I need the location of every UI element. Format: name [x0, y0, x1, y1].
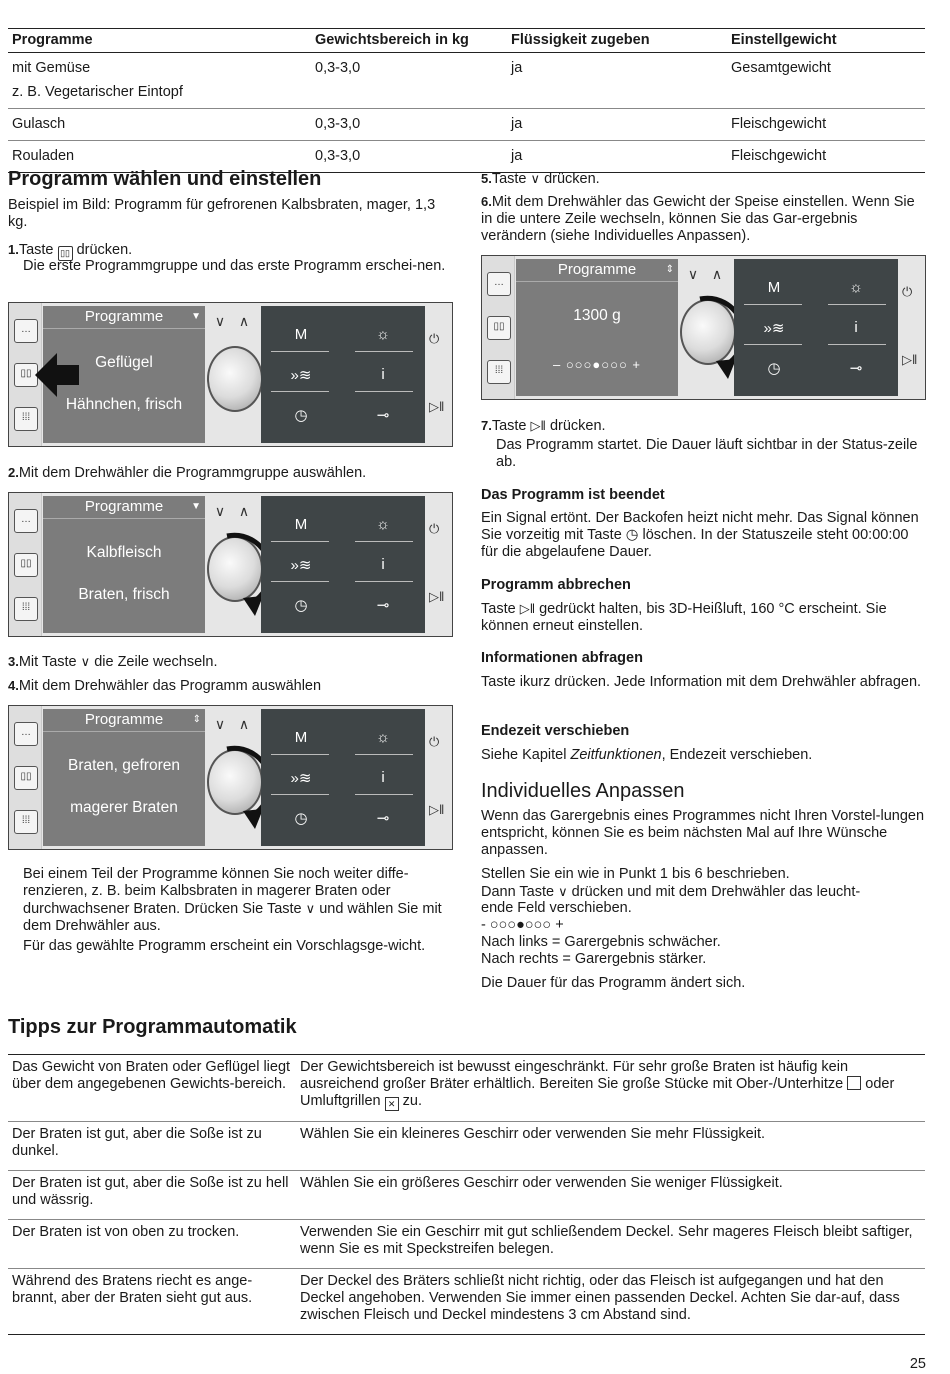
para-text: Dann Taste	[481, 884, 555, 900]
problem-cell: Das Gewicht von Braten oder Geflügel liegt über dem angegebenen Gewichts-bereich.	[8, 1055, 296, 1122]
individual-line: Stellen Sie ein wie in Punkt 1 bis 6 beschrieben.	[481, 866, 790, 882]
light-icon: ☼	[849, 279, 863, 296]
para-text: gedrückt halten, bis 3D-Heißluft, 160 °C erscheint. Sie können erneut einstellen.	[481, 601, 887, 634]
right-button-strip	[425, 303, 452, 446]
table-row	[8, 1171, 925, 1220]
pointer-arrow-icon	[33, 351, 81, 399]
step-number: 2.	[8, 465, 19, 480]
knob-area	[207, 709, 259, 846]
step-text: Mit dem Drehwähler das Gewicht der Speise einstellen. Wenn Sie in die untere Zeile wechseln, können Sie das Gar-ergebnis verändern (siehe Individuelles Anpassen).	[481, 194, 915, 244]
knob-area	[207, 496, 259, 633]
left-button-strip	[9, 493, 42, 636]
screen-line-1: Braten, gefroren	[67, 757, 180, 774]
grid-button-icon: ⁞⁞⁞	[14, 810, 38, 834]
clock-icon: ◷	[767, 360, 781, 377]
ellipsis-button-icon: …	[14, 509, 38, 533]
key-lock-icon: ⊸	[849, 360, 863, 377]
screen-line-1: Geflügel	[95, 354, 153, 371]
problem-cell: Der Braten ist gut, aber die Soße ist zu dunkel.	[8, 1122, 296, 1171]
tips-heading: Tipps zur Programmautomatik	[8, 1016, 297, 1038]
cell: Fleischgewicht	[727, 141, 925, 173]
clock-icon: ◷	[625, 527, 639, 543]
cell: Gesamtgewicht	[731, 60, 831, 76]
table-row	[8, 1055, 925, 1122]
screen-line-2: Braten, frisch	[78, 586, 170, 603]
function-panel	[261, 496, 425, 633]
section-heading: Programm wählen und einstellen	[8, 168, 322, 190]
rotary-knob-icon	[207, 346, 263, 412]
key-lock-icon: ⊸	[376, 407, 390, 424]
para-text: Taste	[481, 674, 516, 690]
step-text: Taste	[491, 171, 527, 187]
para-text: drücken und mit dem Drehwähler das leucht-	[571, 884, 861, 900]
result-scale: – ○○○●○○○ +	[552, 357, 641, 372]
knob-area	[207, 306, 259, 443]
start-stop-icon: ▷‖	[429, 399, 445, 414]
problem-cell: Der Braten ist gut, aber die Soße ist zu hell und wässrig.	[8, 1171, 296, 1220]
para-text: , Endezeit verschieben.	[661, 747, 813, 763]
individual-line: Nach links = Garergebnis schwächer.	[481, 934, 721, 950]
cell: mit Gemüse	[12, 60, 91, 76]
solution-text: oder Umluftgrillen	[300, 1076, 895, 1109]
menu-key-icon: ▯▯	[487, 316, 511, 340]
info-icon: i	[381, 556, 385, 573]
table-row	[8, 53, 925, 109]
function-panel	[261, 306, 425, 443]
screen-title: Programme	[84, 498, 164, 515]
power-icon: ⏻	[429, 521, 440, 536]
program-table	[8, 28, 925, 173]
individual-line	[481, 883, 926, 901]
rapid-heat-icon: »≋	[763, 320, 785, 337]
individual-intro: Wenn das Garergebnis eines Programmes nicht Ihren Vorstel-lungen entspricht, können Sie es beim nächsten Mal auf Ihre Wünsche anpassen.	[481, 808, 925, 858]
para-text: Ein Signal ertönt. Der Backofen heizt nicht mehr. Das Signal können Sie vorzeitig mit Taste	[481, 510, 919, 543]
table-row	[8, 1122, 925, 1171]
step-number: 5.	[481, 171, 492, 186]
step-7-detail: Das Programm startet. Die Dauer läuft sichtbar in der Status-zeile ab.	[496, 437, 918, 470]
menu-key-icon: ▯▯	[14, 363, 38, 387]
cell: 0,3-3,0	[311, 141, 507, 173]
step-text: Taste	[18, 242, 54, 258]
step-text: die Zeile wechseln.	[94, 654, 218, 670]
ellipsis-button-icon: …	[14, 722, 38, 746]
chevron-down-icon: ∨	[687, 266, 699, 282]
light-icon: ☼	[376, 326, 390, 343]
ellipsis-button-icon: …	[14, 319, 38, 343]
tips-table	[8, 1054, 925, 1335]
clock-icon: ◷	[294, 407, 308, 424]
menu-key-icon: ▯▯	[58, 246, 73, 261]
cancel-text	[481, 600, 926, 635]
m-button-icon: M	[294, 516, 308, 533]
cell: 0,3-3,0	[311, 109, 507, 141]
cell: Rouladen	[8, 141, 311, 173]
section-heading-individual: Individuelles Anpassen	[481, 780, 685, 802]
oven-display-panel-1	[8, 302, 453, 447]
individual-scale: - ○○○●○○○ +	[481, 917, 564, 933]
solution-cell: Wählen Sie ein kleineres Geschirr oder verwenden Sie mehr Flüssigkeit.	[296, 1122, 925, 1171]
subheading-cancel: Programm abbrechen	[481, 577, 631, 593]
start-stop-icon: ▷‖	[902, 352, 918, 367]
note-text: Bei einem Teil der Programme können Sie noch weiter diffe-renzieren, z. B. beim Kalbsbraten in magerer Braten oder durchwachsener Braten. Drücken Sie Taste	[23, 866, 409, 917]
left-button-strip	[9, 706, 42, 849]
table-row	[8, 109, 925, 141]
para-text: Siehe Kapitel	[481, 747, 567, 763]
col-header-setting-weight: Einstellgewicht	[727, 29, 925, 53]
display-screen	[516, 259, 678, 396]
top-bottom-heat-icon	[847, 1076, 861, 1090]
display-screen	[43, 709, 205, 846]
solution-cell: Verwenden Sie ein Geschirr mit gut schließendem Deckel. Sehr mageres Fleisch bleibt saftiger, wenn Sie es mit Speckstreifen belegen.	[296, 1220, 925, 1269]
light-icon: ☼	[376, 729, 390, 746]
finished-text	[481, 510, 926, 561]
screen-line-2: Hähnchen, frisch	[65, 396, 183, 413]
m-button-icon: M	[294, 326, 308, 343]
rapid-heat-icon: »≋	[290, 367, 312, 384]
grid-button-icon: ⁞⁞⁞	[14, 407, 38, 431]
individual-line: Nach rechts = Garergebnis stärker.	[481, 951, 707, 967]
subheading-end-time: Endezeit verschieben	[481, 723, 630, 739]
chevron-down-icon: ∨	[530, 171, 541, 186]
start-stop-icon: ▷‖	[519, 601, 536, 616]
function-panel	[734, 259, 898, 396]
chevron-up-icon: ∧	[238, 716, 250, 732]
step-text: drücken.	[76, 242, 133, 258]
subheading-finished: Das Programm ist beendet	[481, 487, 665, 503]
left-button-strip	[482, 256, 515, 399]
chevron-up-icon: ∧	[711, 266, 723, 282]
menu-key-icon: ▯▯	[14, 766, 38, 790]
solution-cell	[296, 1055, 925, 1122]
start-stop-icon: ▷‖	[530, 418, 546, 433]
chevron-updown-icon: ⇕	[665, 264, 674, 275]
chevron-down-icon: ∨	[305, 901, 316, 916]
subheading-info: Informationen abfragen	[481, 650, 643, 666]
right-button-strip	[898, 256, 925, 399]
key-lock-icon: ⊸	[376, 810, 390, 827]
fan-grill-icon: ✕	[385, 1097, 399, 1111]
clock-icon: ◷	[294, 810, 308, 827]
col-header-weight: Gewichtsbereich in kg	[311, 29, 507, 53]
info-icon: i	[854, 319, 858, 336]
problem-cell: Während des Bratens riecht es ange-brannt, aber der Braten sieht gut aus.	[8, 1269, 296, 1335]
ellipsis-button-icon: …	[487, 272, 511, 296]
power-icon: ⏻	[902, 284, 913, 299]
cell: ja	[507, 141, 727, 173]
screen-line-1: Kalbfleisch	[86, 544, 162, 561]
start-stop-icon: ▷‖	[429, 802, 445, 817]
step-number: 3.	[8, 654, 19, 669]
cell: ja	[511, 60, 523, 76]
info-icon: i	[381, 769, 385, 786]
display-screen	[43, 496, 205, 633]
screen-title: Programme	[84, 711, 164, 728]
screen-title: Programme	[557, 261, 637, 278]
chevron-down-icon: ∨	[214, 503, 226, 519]
step-2	[8, 464, 458, 482]
info-icon: i	[381, 366, 385, 383]
m-button-icon: M	[294, 729, 308, 746]
power-icon: ⏻	[429, 331, 440, 346]
rapid-heat-icon: »≋	[290, 770, 312, 787]
col-header-programme: Programme	[8, 29, 311, 53]
step-text: Mit dem Drehwähler das Programm auswählen	[18, 678, 322, 694]
solution-cell: Der Deckel des Bräters schließt nicht richtig, oder das Fleisch ist aufgegangen und hat den Deckel angehoben. Verwenden Sie immer einen passenden Deckel. Achten Sie dar-auf, dass zwischen Fleisch und Deckel mindestens 3 cm Abstand sind.	[296, 1269, 925, 1335]
para-text: löschen. In der Statuszeile steht 00:00:00 für die abgelaufene Dauer.	[481, 527, 909, 560]
table-row	[8, 1269, 925, 1335]
clock-icon: ◷	[294, 597, 308, 614]
step-6	[481, 193, 926, 245]
chevron-up-icon: ∧	[238, 313, 250, 329]
cell: Fleischgewicht	[727, 109, 925, 141]
chevron-down-icon: ∨	[214, 313, 226, 329]
step-1-detail: Die erste Programmgruppe und das erste Programm erschei-nen.	[23, 258, 446, 274]
end-time-text	[481, 747, 926, 764]
solution-text: zu.	[402, 1093, 422, 1109]
cell: 0,3-3,0	[315, 60, 361, 76]
solution-text: Der Gewichtsbereich ist bewusst eingeschränkt. Für sehr große Braten ist häufig kein ausreichend großer Bräter erhältlich. Bereiten Sie große Stücke mit Ober-/Unterhitze	[300, 1059, 849, 1092]
page-number: 25	[909, 1356, 926, 1372]
step-text: drücken.	[544, 171, 600, 187]
note-paragraph-2: Für das gewählte Programm erscheint ein Vorschlagsge-wicht.	[23, 938, 426, 954]
problem-cell: Der Braten ist von oben zu trocken.	[8, 1220, 296, 1269]
grid-button-icon: ⁞⁞⁞	[14, 597, 38, 621]
power-icon: ⏻	[429, 734, 440, 749]
oven-display-panel-4	[481, 255, 926, 400]
key-lock-icon: ⊸	[376, 597, 390, 614]
col-header-liquid: Flüssigkeit zugeben	[507, 29, 727, 53]
rapid-heat-icon: »≋	[290, 557, 312, 574]
chevron-down-icon: ∨	[558, 884, 568, 899]
chevron-down-icon: ∨	[214, 716, 226, 732]
cell: Gulasch	[8, 109, 311, 141]
cell: z. B. Vegetarischer Eintopf	[12, 84, 183, 100]
step-5	[481, 170, 926, 188]
chevron-down-icon: ▼	[191, 501, 201, 512]
step-number: 1.	[8, 242, 19, 257]
step-text: Taste	[491, 418, 527, 434]
grid-button-icon: ⁞⁞⁞	[487, 360, 511, 384]
light-icon: ☼	[376, 516, 390, 533]
step-number: 7.	[481, 418, 492, 433]
knob-area	[680, 259, 732, 396]
m-button-icon: M	[767, 279, 781, 296]
table-row	[8, 1220, 925, 1269]
note-text: und wählen Sie mit dem Drehwähler aus.	[23, 901, 442, 934]
chevron-down-icon: ∨	[80, 654, 91, 669]
screen-line-1: 1300 g	[573, 307, 621, 324]
oven-display-panel-2	[8, 492, 453, 637]
step-number: 6.	[481, 194, 492, 209]
para-text: Taste	[481, 601, 516, 617]
screen-title: Programme	[84, 308, 164, 325]
chevron-down-icon: ▼	[191, 311, 201, 322]
function-panel	[261, 709, 425, 846]
info-text	[481, 674, 926, 691]
screen-line-2: magerer Braten	[70, 799, 178, 816]
step-4	[8, 677, 458, 695]
step-text: drücken.	[549, 418, 606, 434]
intro-text: Beispiel im Bild: Programm für gefrorenen Kalbsbraten, mager, 1,3 kg.	[8, 197, 436, 230]
chapter-reference: Zeitfunktionen	[570, 747, 662, 763]
right-button-strip	[425, 706, 452, 849]
cell: ja	[507, 109, 727, 141]
info-icon: i	[519, 674, 523, 690]
individual-line: Die Dauer für das Programm ändert sich.	[481, 975, 746, 991]
chevron-up-icon: ∧	[238, 503, 250, 519]
start-stop-icon: ▷‖	[429, 589, 445, 604]
step-text: Mit dem Drehwähler die Programmgruppe auswählen.	[18, 465, 367, 481]
para-text: kurz drücken. Jede Information mit dem Drehwähler abfragen.	[522, 674, 922, 690]
chevron-updown-icon: ⇕	[192, 714, 201, 725]
right-button-strip	[425, 493, 452, 636]
solution-cell: Wählen Sie ein größeres Geschirr oder verwenden Sie weniger Flüssigkeit.	[296, 1171, 925, 1220]
step-7	[481, 417, 926, 435]
menu-key-icon: ▯▯	[14, 553, 38, 577]
oven-display-panel-3	[8, 705, 453, 850]
individual-line: ende Feld verschieben.	[481, 900, 632, 916]
note-paragraph	[23, 866, 453, 935]
step-number: 4.	[8, 678, 19, 693]
step-3	[8, 653, 458, 671]
step-text: Mit Taste	[18, 654, 77, 670]
